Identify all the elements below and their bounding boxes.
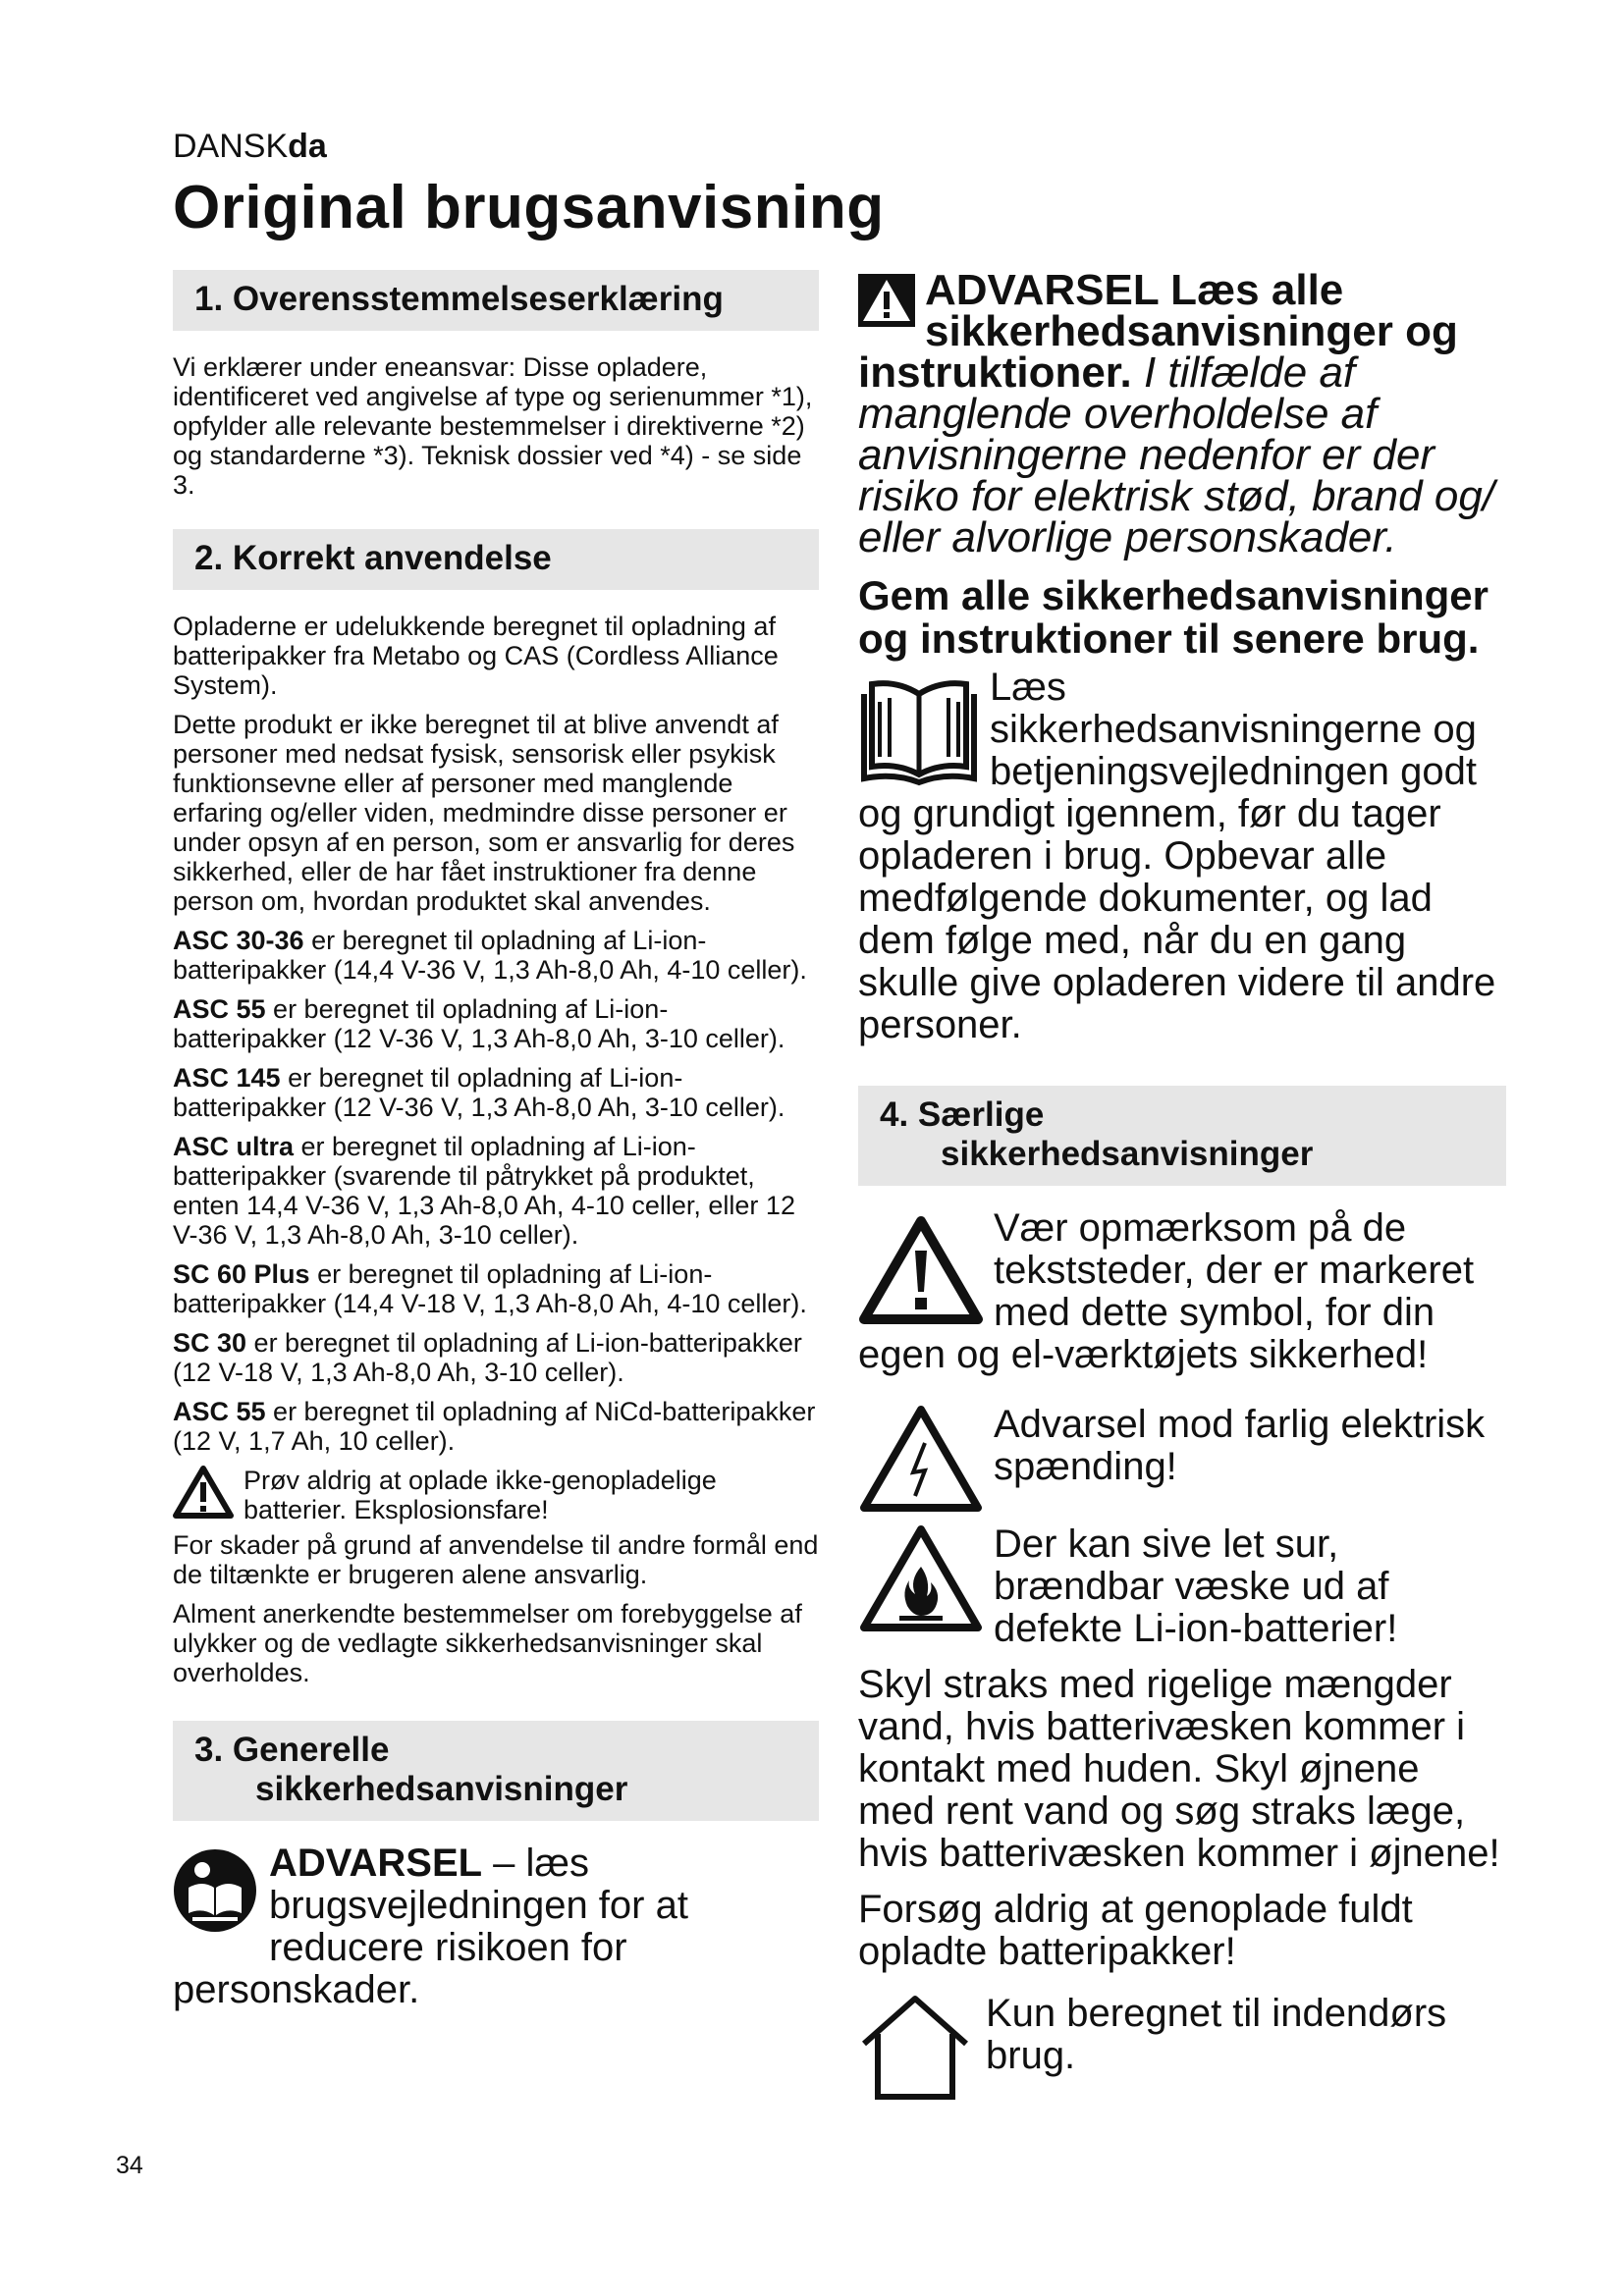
section-2-p3: For skader på grund af anvendelse til andre formål end de tiltænkte er brugeren alene ansvarlig. bbox=[173, 1530, 819, 1589]
page-title: Original brugsanvisning bbox=[173, 174, 885, 241]
model-item: SC 30 er beregnet til opladning af Li-ion-batteripakker (12 V-18 V, 1,3 Ah-8,0 Ah, 3-10 celler). bbox=[173, 1328, 802, 1387]
keep-instructions: Gem alle sikkerhedsanvisninger og instruktioner til senere brug. bbox=[858, 572, 1489, 662]
house-icon bbox=[858, 1993, 972, 2103]
section-2-p1: Opladerne er udelukkende beregnet til opladning af batteripakker fra Metabo og CAS (Cordless Alliance System). bbox=[173, 612, 779, 700]
voltage-warning: Advarsel mod farlig elektrisk spænding! bbox=[858, 1404, 1506, 1488]
indoor-use: Kun beregnet til indendørs brug. bbox=[858, 1993, 1506, 2077]
attention-note: Vær opmærksom på de tekststeder, der er markeret med dette symbol, for din egen og el-værktøjets sikkerhed! bbox=[858, 1206, 1475, 1376]
rinse-instructions: Skyl straks med rigelige mængder vand, hvis batterivæsken kommer i kontakt med huden. Skyl øjnene med rent vand og søg straks læge, hvis batterivæsken kommer i øjnene! bbox=[858, 1663, 1500, 1875]
model-item: ASC 30-36 er beregnet til opladning af Li-ion-batteripakker (14,4 V-36 V, 1,3 Ah-8,0 Ah, 4-10 celler). bbox=[173, 926, 807, 985]
warning-triangle-icon bbox=[858, 1215, 984, 1325]
section-2-p4: Alment anerkendte bestemmelser om forebyggelse af ulykker og de vedlagte sikkerhedsanvisninger skal overholdes. bbox=[173, 1599, 802, 1687]
section-3-heading: 3. Generelle sikkerhedsanvisninger bbox=[173, 1721, 819, 1821]
warning-triangle-icon bbox=[858, 274, 915, 327]
warning-triangle-icon bbox=[173, 1466, 234, 1519]
explosion-warning bbox=[173, 1466, 819, 1524]
electric-hazard-icon bbox=[858, 1404, 984, 1514]
section-1-text: Vi erklærer under eneansvar: Disse opladere, identificeret ved angivelse af type og serienummer *1), opfylder alle relevante bestemmelser i direktiverne *2) og standarderne *3). Teknisk dossier ved *4) - se side 3. bbox=[173, 352, 813, 500]
model-item: SC 60 Plus er beregnet til opladning af Li-ion-batteripakker (14,4 V-18 V, 1,3 Ah-8,0 Ah, 4-10 celler). bbox=[173, 1259, 807, 1318]
left-column bbox=[173, 270, 819, 2011]
flammable-icon bbox=[858, 1523, 984, 1633]
model-item: ASC ultra er beregnet til opladning af Li-ion-batteripakker (svarende til påtrykket på produktet, enten 14,4 V-36 V, 1,3 Ah-8,0 Ah, 4-10 celler, eller 12 V-36 V, 1,3 Ah-8,0 Ah, 3-10 celler). bbox=[173, 1132, 795, 1250]
section-3-advarsel: ADVARSEL – læs brugsvejledningen for at reducere risikoen for personskader. bbox=[173, 1842, 688, 2011]
explosion-warning-text: Prøv aldrig at oplade ikke-genopladelige batterier. Eksplosionsfare! bbox=[244, 1466, 717, 1524]
section-4-heading: 4. Særlige sikkerhedsanvisninger bbox=[858, 1086, 1506, 1186]
section-1-heading: 1. Overensstemmelseserklæring bbox=[173, 270, 819, 331]
open-book-icon bbox=[858, 672, 980, 786]
no-recharge-warning: Forsøg aldrig at genoplade fuldt opladte batteripakker! bbox=[858, 1888, 1413, 1973]
model-item: ASC 145 er beregnet til opladning af Li-ion-batteripakker (12 V-36 V, 1,3 Ah-8,0 Ah, 3-10 celler). bbox=[173, 1063, 785, 1122]
page-number: 34 bbox=[116, 2152, 143, 2179]
read-manual-icon bbox=[173, 1848, 257, 1933]
right-column bbox=[858, 266, 1506, 2103]
model-item: ASC 55 er beregnet til opladning af Li-ion-batteripakker (12 V-36 V, 1,3 Ah-8,0 Ah, 3-10 celler). bbox=[173, 994, 785, 1053]
section-2-p2: Dette produkt er ikke beregnet til at blive anvendt af personer med nedsat fysisk, sensorisk eller psykisk funktionsevne eller af personer med manglende erfaring og/eller viden, medmindre disse personer er under opsyn af en person, som er ansvarlig for deres sikkerhed, eller de har fået instruktioner fra denne person om, hvordan produktet skal anvendes. bbox=[173, 710, 795, 916]
section-2-heading: 2. Korrekt anvendelse bbox=[173, 529, 819, 590]
language-label: DANSKda bbox=[173, 128, 327, 165]
model-item: ASC 55 er beregnet til opladning af NiCd-batteripakker (12 V, 1,7 Ah, 10 celler). bbox=[173, 1397, 816, 1456]
liquid-warning: Der kan sive let sur, brændbar væske ud af defekte Li-ion-batterier! bbox=[858, 1523, 1506, 1650]
general-advarsel: ADVARSEL Læs alle sikkerhedsanvisninger og instruktioner. I tilfælde af manglende overholdelse af anvisningerne nedenfor er der risiko for elektrisk stød, brand og/ eller alvorlige personskader. bbox=[858, 266, 1495, 561]
read-instructions: Læs sikkerhedsanvisningerne og betjeningsvejledningen godt og grundigt igennem, før du tager opladeren i brug. Opbevar alle medfølgende dokumenter, og lad dem følge med, når du en gang skulle give opladeren videre til andre personer. bbox=[858, 666, 1496, 1046]
